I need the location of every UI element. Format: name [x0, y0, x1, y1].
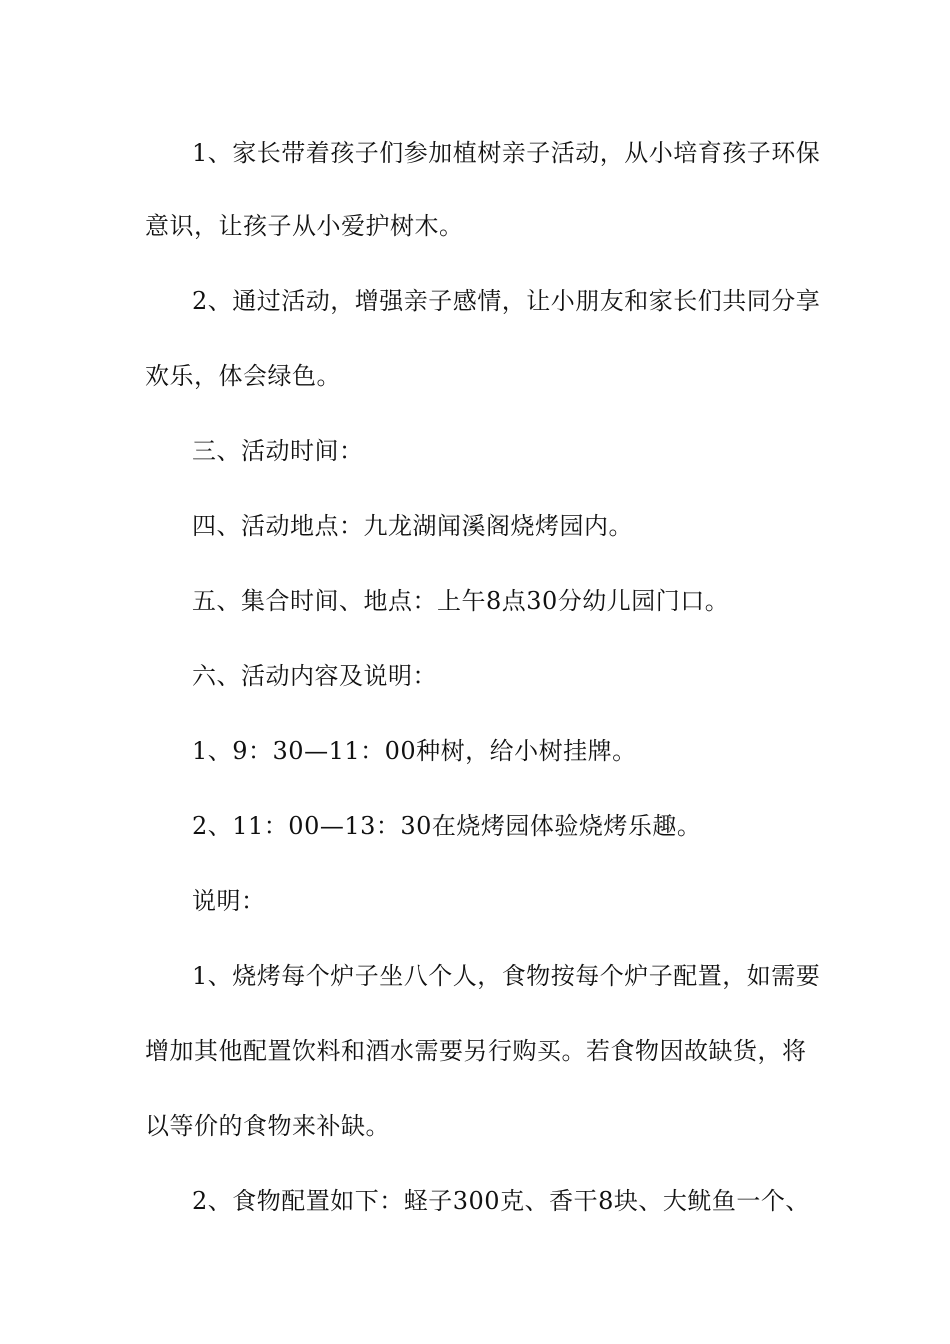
section-heading: 四、活动地点：九龙湖闻溪阁烧烤园内。	[192, 512, 633, 540]
paragraph-line: 以等价的食物来补缺。	[145, 1112, 390, 1140]
paragraph-line: 增加其他配置饮料和酒水需要另行购买。若食物因故缺货，将	[145, 1037, 807, 1065]
paragraph-line: 2、通过活动，增强亲子感情，让小朋友和家长们共同分享	[192, 287, 821, 315]
paragraph-line: 1、9：30—11：00种树，给小树挂牌。	[192, 737, 637, 765]
section-heading: 五、集合时间、地点：上午8点30分幼儿园门口。	[192, 587, 730, 615]
paragraph-line: 1、烧烤每个炉子坐八个人，食物按每个炉子配置，如需要	[192, 962, 821, 990]
paragraph-line: 2、11：00—13：30在烧烤园体验烧烤乐趣。	[192, 812, 702, 840]
section-heading: 六、活动内容及说明：	[192, 662, 437, 690]
paragraph-line: 欢乐，体会绿色。	[145, 362, 341, 390]
section-heading: 三、活动时间：	[192, 437, 364, 465]
paragraph-line: 说明：	[192, 887, 266, 915]
paragraph-line: 1、家长带着孩子们参加植树亲子活动，从小培育孩子环保	[192, 139, 821, 167]
paragraph-line: 意识，让孩子从小爱护树木。	[145, 212, 464, 240]
paragraph-line: 2、食物配置如下：蛏子300克、香干8块、大鱿鱼一个、	[192, 1187, 810, 1215]
